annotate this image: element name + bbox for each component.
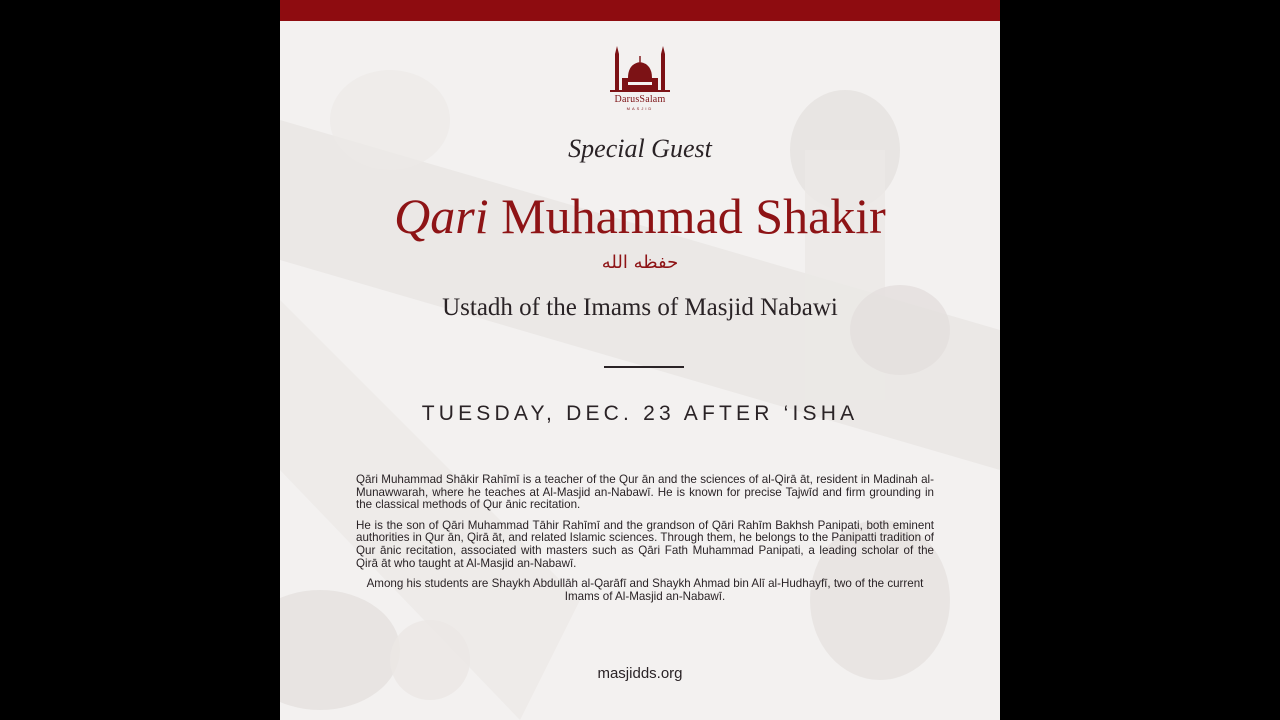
bio-paragraph-2: He is the son of Qāri Muhammad Tāhir Rahīmī and the grandson of Qāri Rahīm Bakhsh Panipati, both eminent authorities in Qur ān, Qirā āt, and related Islamic sciences. Through them, he belongs to the Panipatti tradition of Qur ānic recitation, associated with masters such as Qāri Fath Muhammad Panipati, a leading scholar of the Qirā āt who taught at Al-Masjid an-Nabawī. [356, 518, 934, 570]
guest-title: Qari [394, 188, 489, 244]
special-guest-label: Special Guest [568, 134, 712, 163]
mosque-logo-icon [600, 46, 680, 94]
website-link[interactable]: masjidds.org [597, 665, 683, 682]
bio-paragraph-3: Among his students are Shaykh Abdullāh al-Qarāfī and Shaykh Ahmad bin Alī al-Hudhayfī, two of the current Imams of Al-Masjid an-Nabawī. [366, 577, 924, 603]
guest-name [280, 186, 1000, 246]
masjid-logo [600, 46, 680, 114]
arabic-honorific: حفظه الله [601, 252, 679, 273]
divider [604, 366, 684, 368]
bio-paragraph-1: Qāri Muhammad Shākir Rahīmī is a teacher of the Qur ān and the sciences of al-Qirā āt, resident in Madinah al-Munawwarah, where he teaches at Al-Masjid an-Nabawī. He is known for precise Tajwīd and firm grounding in the classical methods of Qur ānic recitation. [356, 473, 934, 512]
event-poster [280, 0, 1000, 720]
top-accent-bar [280, 0, 1000, 21]
event-date-time: TUESDAY, DEC. 23 AFTER ‘ISHA [421, 402, 859, 425]
logo-subtext: MASJID [626, 106, 654, 111]
guest-subtitle: Ustadh of the Imams of Masjid Nabawi [442, 294, 838, 321]
guest-name-rest: Muhammad Shakir [488, 188, 886, 244]
biography [356, 474, 934, 611]
logo-name: DarusSalam [614, 94, 666, 105]
